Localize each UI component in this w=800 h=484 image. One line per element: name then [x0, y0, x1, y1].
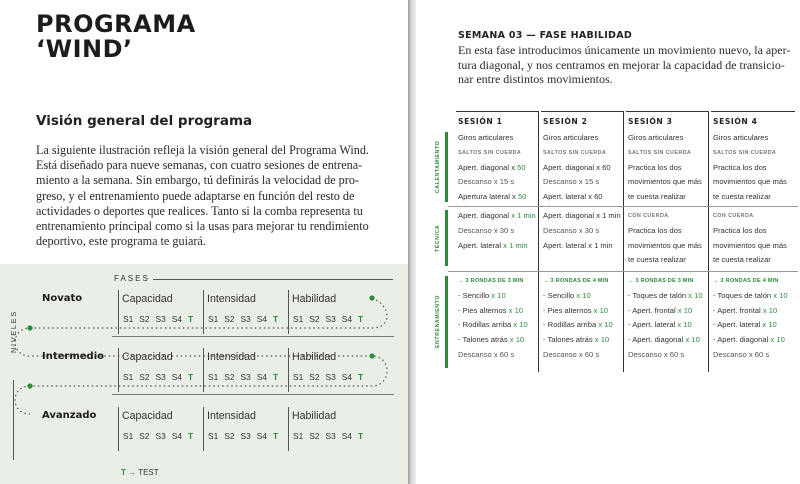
- exercise-reps: x 10: [677, 305, 693, 315]
- cell-text-part: Apert. diagonal x: [458, 162, 518, 172]
- cell-value: 50: [517, 192, 527, 202]
- phase-name: Capacidad: [122, 293, 173, 305]
- exercise-reps: x 10: [508, 305, 524, 315]
- rest-text: Descanso x 60 s: [458, 349, 515, 359]
- session-list: [293, 314, 369, 324]
- session-4-header: SESIÓN 4: [711, 111, 795, 131]
- cell-subheading: SALTOS SIN CUERDA: [458, 149, 522, 156]
- exercise-reps: x 10: [762, 305, 778, 315]
- session-marker: S3: [240, 431, 251, 441]
- session-marker: S2: [139, 372, 150, 382]
- cell-text: Apert. lateral x 60: [543, 192, 603, 202]
- session-marker: S1: [123, 372, 134, 382]
- session-list: [208, 431, 284, 441]
- bullet-icon: ·: [458, 290, 461, 300]
- rest-text: Descanso x 60 s: [628, 349, 685, 359]
- exercise-name: Talones atrás: [462, 335, 510, 345]
- test-marker: T: [273, 431, 279, 441]
- exercise-name: Talones atrás: [547, 335, 595, 345]
- phase-capacidad-novato: [118, 290, 200, 334]
- bullet-icon: ·: [713, 305, 716, 315]
- technique-session-3: [628, 209, 702, 268]
- fases-rule: [153, 279, 393, 280]
- cell-text: Practica los dos: [713, 225, 767, 235]
- intro-paragraph: [36, 143, 398, 249]
- cell-text-part: Apert. diagonal: [458, 211, 512, 220]
- intro-line: miento a la semana. Sin embargo, tú definirás la velocidad de pro-: [36, 173, 359, 188]
- exercise-reps: x 10: [509, 335, 525, 345]
- session-marker: S3: [325, 372, 336, 382]
- exercise-name: Apert. lateral: [632, 320, 678, 330]
- exercise-item: [543, 289, 613, 304]
- session-marker: S3: [240, 314, 251, 324]
- bullet-icon: ·: [713, 335, 716, 345]
- cell-text: Practica los dos: [628, 162, 682, 172]
- session-marker: S2: [309, 314, 320, 324]
- exercise-reps: x 10: [593, 305, 609, 315]
- exercise-reps: x 10: [773, 290, 788, 300]
- column-divider: [708, 111, 709, 372]
- exercise-name: Apert. diagonal: [632, 335, 686, 345]
- exercise-name: Apert. diagonal: [717, 335, 771, 345]
- session-marker: S1: [293, 314, 304, 324]
- session-marker: S3: [325, 431, 336, 441]
- cell-value: x 1 min: [503, 240, 528, 250]
- technique-session-1: [458, 209, 536, 253]
- cell-text: Giros articulares: [713, 133, 769, 142]
- session-1-header: SESIÓN 1: [456, 111, 538, 131]
- phase-habilidad-avanzado: [288, 407, 370, 451]
- exercise-item: [543, 333, 613, 348]
- session-list: [293, 431, 369, 441]
- cell-text: movimientos que más: [628, 240, 702, 250]
- exercise-reps: x 10: [491, 290, 506, 300]
- session-list: [123, 314, 199, 324]
- exercise-name: Toques de talón: [632, 290, 689, 300]
- exercise-reps: x 10: [513, 320, 528, 330]
- test-marker: T: [358, 314, 364, 324]
- exercise-item: [543, 318, 613, 333]
- exercise-reps: x 10: [677, 320, 692, 330]
- phase-capacidad-avanzado: [118, 407, 200, 451]
- cell-text-part: Apertura lateral x: [458, 192, 518, 202]
- bullet-icon: ·: [543, 305, 546, 315]
- bullet-icon: ·: [628, 305, 631, 315]
- cell-subheading: CON CUERDA: [628, 213, 669, 219]
- section-label-training: ENTRENAMIENTO: [435, 295, 441, 349]
- phase-name: Habilidad: [292, 293, 337, 305]
- test-marker: T: [188, 372, 194, 382]
- bullet-icon: ·: [543, 320, 546, 330]
- level-row-rule: [112, 394, 394, 395]
- exercise-item: [458, 289, 528, 304]
- session-marker: S3: [325, 314, 336, 324]
- week-text-line: nar entre distintos movimientos.: [458, 72, 613, 87]
- cell-text: Apert. lateral x 1 min: [543, 240, 613, 250]
- session-marker: S3: [240, 372, 251, 382]
- intro-line: greso, y el entrenamiento puede adaptarse en función del resto de: [36, 188, 355, 203]
- column-divider: [623, 111, 624, 372]
- path-dot: [369, 295, 374, 300]
- phase-name: Intensidad: [207, 293, 256, 305]
- session-marker: S4: [341, 431, 352, 441]
- session-marker: S4: [171, 372, 182, 382]
- path-dot: [27, 383, 32, 388]
- cell-text: te cuesta realizar: [628, 255, 686, 265]
- session-marker: S1: [123, 431, 134, 441]
- phase-name: Intensidad: [207, 351, 256, 363]
- program-diagram: [0, 264, 408, 484]
- exercise-name: Apert. frontal: [632, 305, 678, 315]
- cell-text: [458, 209, 536, 224]
- rounds-header: → 3 RONDAS DE 3 MIN: [628, 278, 694, 284]
- fases-label: FASES: [114, 274, 150, 283]
- exercise-reps: x 10: [594, 335, 610, 345]
- cell-text: Practica los dos: [628, 225, 682, 235]
- cell-text: movimientos que más: [628, 177, 702, 187]
- rest-text: Descanso x 60 s: [713, 349, 770, 359]
- session-marker: S3: [155, 372, 166, 382]
- bullet-icon: ·: [713, 290, 716, 300]
- exercise-item: [458, 304, 528, 319]
- cell-text: movimientos que más: [713, 240, 787, 250]
- legend-arrow: →: [128, 468, 137, 477]
- phase-intensidad-intermedio: [203, 348, 285, 392]
- intro-line: deportivo, este programa te guiará.: [36, 234, 206, 249]
- cell-subheading: SALTOS SIN CUERDA: [543, 149, 607, 156]
- intro-line: actividades o deportes que realices. Tanto si la comba representa tu: [36, 203, 363, 218]
- week-title: SEMANA 03 — FASE HABILIDAD: [458, 30, 633, 41]
- training-session-4: [713, 274, 788, 363]
- test-marker: T: [358, 372, 364, 382]
- overview-heading: Visión general del programa: [36, 113, 253, 129]
- exercise-name: Apert. frontal: [717, 305, 763, 315]
- exercise-reps: x 10: [598, 320, 613, 330]
- exercise-item: [628, 289, 703, 304]
- cell-text: Descanso x 15 s: [543, 177, 600, 187]
- session-marker: S1: [293, 372, 304, 382]
- niveles-label: NIVELES: [9, 310, 18, 354]
- technique-session-2: [543, 209, 621, 253]
- session-marker: S3: [155, 431, 166, 441]
- path-dot: [369, 353, 374, 358]
- right-page: [416, 0, 800, 484]
- bullet-icon: ·: [628, 320, 631, 330]
- session-2-header: SESIÓN 2: [541, 111, 623, 131]
- training-session-3: [628, 274, 703, 363]
- session-marker: S2: [139, 431, 150, 441]
- section-divider: [448, 206, 798, 207]
- warmup-session-2: [543, 131, 611, 205]
- rounds-header: → 3 RONDAS DE 3 MIN: [458, 278, 524, 284]
- exercise-reps: x 10: [762, 320, 777, 330]
- training-session-2: [543, 274, 613, 363]
- cell-subheading: CON CUERDA: [713, 213, 754, 219]
- session-marker: S4: [256, 314, 267, 324]
- niveles-rule: [13, 380, 14, 460]
- exercise-name: Rodillas arriba: [462, 320, 514, 330]
- exercise-item: [458, 333, 528, 348]
- phase-name: Habilidad: [292, 410, 337, 422]
- cell-text: Giros articulares: [628, 133, 684, 142]
- exercise-name: Toques de talón: [717, 290, 774, 300]
- exercise-item: [543, 304, 613, 319]
- rest-text: Descanso x 60 s: [543, 349, 600, 359]
- technique-session-4: [713, 209, 787, 268]
- phase-intensidad-novato: [203, 290, 285, 334]
- exercise-item: [713, 289, 788, 304]
- path-dot: [27, 325, 32, 330]
- bullet-icon: ·: [458, 320, 461, 330]
- cell-text-part: Apert. lateral: [458, 240, 504, 250]
- exercise-name: Sencillo: [462, 290, 492, 300]
- column-divider: [538, 111, 539, 372]
- session-marker: S4: [256, 372, 267, 382]
- session-marker: S4: [341, 314, 352, 324]
- intro-line: entrenamiento principal como si la usas para mejorar tu rendimiento: [36, 219, 369, 234]
- phase-name: Habilidad: [292, 351, 337, 363]
- phase-capacidad-intermedio: [118, 348, 200, 392]
- cell-text: [458, 239, 536, 254]
- session-marker: S1: [293, 431, 304, 441]
- phase-name: Intensidad: [207, 410, 256, 422]
- week-text-line: En esta fase introducimos únicamente un movimiento nuevo, la aper-: [458, 43, 791, 57]
- level-novato: Novato: [42, 293, 83, 304]
- cell-text: Descanso x 30 s: [543, 225, 600, 235]
- session-marker: S2: [139, 314, 150, 324]
- exercise-name: Apert. lateral: [717, 320, 763, 330]
- test-marker: T: [273, 314, 279, 324]
- test-marker: T: [188, 314, 194, 324]
- session-marker: S1: [208, 431, 219, 441]
- book-spine: [408, 0, 416, 484]
- section-label-technique: TÉCNICA: [435, 224, 441, 252]
- exercise-item: [628, 333, 703, 348]
- exercise-item: [713, 318, 788, 333]
- exercise-name: Sencillo: [547, 290, 577, 300]
- cell-text: te cuesta realizar: [713, 255, 771, 265]
- bullet-icon: ·: [458, 335, 461, 345]
- warmup-session-4: [713, 131, 787, 205]
- phase-name: Capacidad: [122, 351, 173, 363]
- title-line-2: ‘WIND’: [36, 35, 133, 63]
- intro-line: Está diseñado para nueve semanas, con cuatro sesiones de entrena-: [36, 158, 363, 173]
- legend: [121, 468, 159, 477]
- bullet-icon: ·: [713, 320, 716, 330]
- week-description: [458, 43, 798, 87]
- cell-text: Apert. diagonal x 60: [543, 162, 611, 172]
- session-list: [123, 431, 199, 441]
- page-title: [36, 12, 196, 62]
- phase-habilidad-novato: [288, 290, 370, 334]
- cell-text: Descanso x 15 s: [458, 177, 515, 187]
- session-list: [123, 372, 199, 382]
- session-marker: S3: [155, 314, 166, 324]
- phase-habilidad-intermedio: [288, 348, 370, 392]
- cell-text: te cuesta realizar: [713, 192, 771, 202]
- cell-text: Apert. diagonal x 1 min: [543, 211, 621, 220]
- cell-text: [458, 161, 526, 176]
- exercise-item: [628, 304, 703, 319]
- exercise-name: Rodillas arriba: [547, 320, 599, 330]
- section-label-warmup: CALENTAMIENTO: [435, 140, 441, 194]
- bullet-icon: ·: [543, 290, 546, 300]
- exercise-reps: x 10: [688, 290, 703, 300]
- bullet-icon: ·: [628, 335, 631, 345]
- cell-text: movimientos que más: [713, 177, 787, 187]
- cell-value: 50: [517, 162, 526, 172]
- warmup-session-3: [628, 131, 702, 205]
- test-marker: T: [358, 431, 364, 441]
- session-marker: S1: [208, 372, 219, 382]
- exercise-name: Pies alternos: [547, 305, 594, 315]
- level-row-rule: [112, 336, 394, 337]
- intro-line: La siguiente ilustración refleja la visión general del Programa Wind.: [36, 143, 369, 157]
- rounds-header: → 3 RONDAS DE 4 MIN: [713, 278, 779, 284]
- session-marker: S2: [224, 372, 235, 382]
- test-marker: T: [273, 372, 279, 382]
- session-marker: S4: [341, 372, 352, 382]
- bullet-icon: ·: [628, 290, 631, 300]
- rounds-header: → 3 RONDAS DE 4 MIN: [543, 278, 609, 284]
- cell-text: Giros articulares: [543, 133, 599, 142]
- bullet-icon: ·: [458, 305, 461, 315]
- session-marker: S2: [224, 314, 235, 324]
- level-avanzado: Avanzado: [42, 410, 97, 421]
- cell-text: Giros articulares: [458, 133, 514, 142]
- session-marker: S2: [224, 431, 235, 441]
- exercise-item: [458, 318, 528, 333]
- session-marker: S1: [208, 314, 219, 324]
- session-marker: S4: [171, 314, 182, 324]
- session-marker: S4: [256, 431, 267, 441]
- bullet-icon: ·: [543, 335, 546, 345]
- cell-value: x 1 min: [511, 211, 536, 220]
- section-divider: [448, 271, 798, 272]
- session-marker: S2: [309, 372, 320, 382]
- cell-text: Descanso x 30 s: [458, 225, 515, 235]
- legend-t: T: [121, 468, 126, 477]
- exercise-item: [713, 304, 788, 319]
- session-marker: S1: [123, 314, 134, 324]
- phase-intensidad-avanzado: [203, 407, 285, 451]
- cell-subheading: SALTOS SIN CUERDA: [713, 149, 777, 156]
- session-3-header: SESIÓN 3: [626, 111, 708, 131]
- test-marker: T: [188, 431, 194, 441]
- session-marker: S4: [171, 431, 182, 441]
- session-marker: S2: [309, 431, 320, 441]
- session-list: [293, 372, 369, 382]
- cell-text: [458, 190, 526, 205]
- title-line-1: PROGRAMA: [36, 10, 196, 38]
- exercise-item: [713, 333, 788, 348]
- exercise-reps: x 10: [770, 335, 785, 345]
- exercise-reps: x 10: [685, 335, 700, 345]
- level-intermedio: Intermedio: [42, 351, 104, 362]
- cell-subheading: SALTOS SIN CUERDA: [628, 149, 692, 156]
- cell-text: Practica los dos: [713, 162, 767, 172]
- exercise-reps: x 10: [576, 290, 591, 300]
- session-list: [208, 314, 284, 324]
- warmup-session-1: [458, 131, 526, 205]
- legend-text: TEST: [138, 468, 159, 477]
- training-session-1: [458, 274, 528, 363]
- session-list: [208, 372, 284, 382]
- cell-text: te cuesta realizar: [628, 192, 686, 202]
- week-text-line: tura diagonal, y nos centramos en mejorar la capacidad de transicio-: [458, 57, 785, 72]
- exercise-name: Pies alternos: [462, 305, 509, 315]
- exercise-item: [628, 318, 703, 333]
- phase-name: Capacidad: [122, 410, 173, 422]
